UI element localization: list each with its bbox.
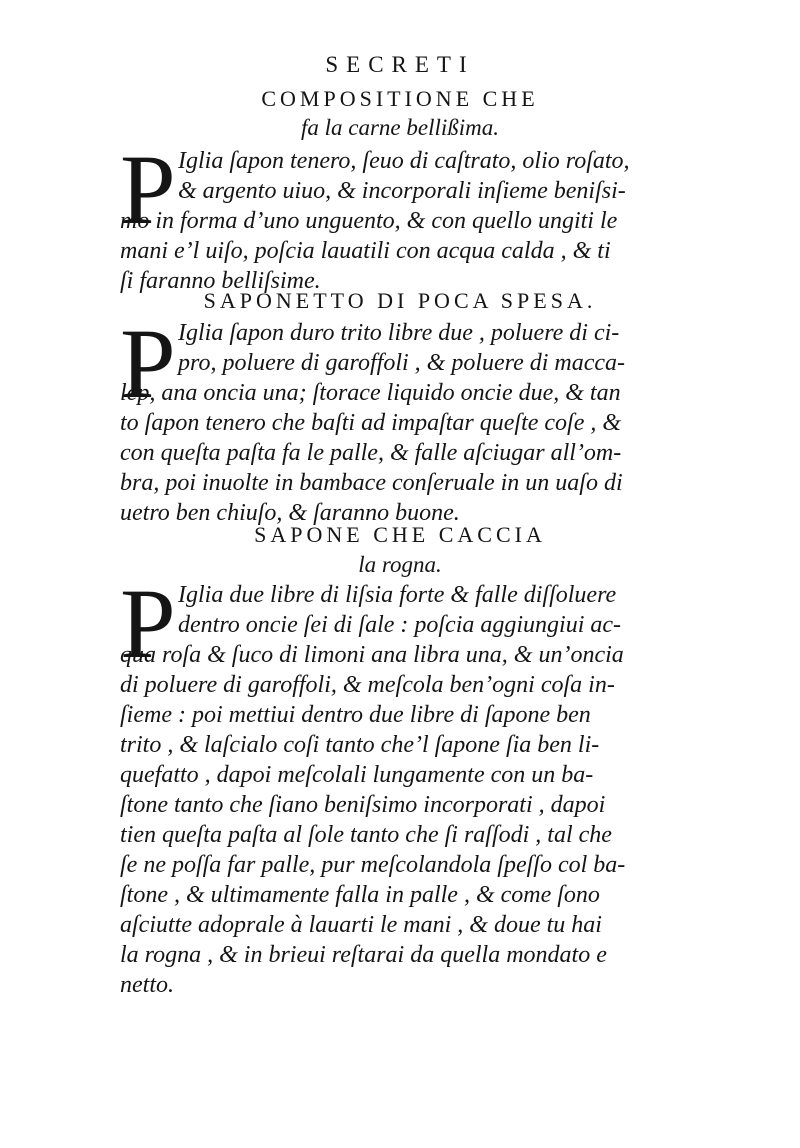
section-heading: SAPONETTO DI POCA SPESA. [203, 288, 597, 313]
text-line: tien queſta paſta al ſole tanto che ſi raſſodi , tal che [120, 822, 612, 848]
drop-cap: P [120, 134, 176, 245]
text-line: ſe ne poſſa far palle, pur meſcolandola ſpeſſo col ba- [120, 852, 626, 878]
text-line: quefatto , dapoi meſcolali lungamente con un ba- [120, 762, 594, 788]
text-line: dentro oncie ſei di ſale : poſcia aggiungiui ac- [178, 612, 622, 638]
text-line: mo in forma d’uno unguento, & con quello ungiti le [120, 208, 618, 234]
running-head: SECRETI [325, 52, 475, 77]
text-line: trito , & laſcialo coſi tanto che’l ſapone ſia ben li- [120, 732, 600, 758]
text-line: ſieme : poi mettiui dentro due libre di ſapone ben [120, 702, 591, 728]
text-line: aſciutte adoprale à lauarti le mani , & doue tu hai [120, 912, 602, 938]
text-line: Iglia due libre di liſsia forte & falle diſſoluere [178, 582, 617, 608]
text-line: di poluere di garoffoli, & meſcola ben’ogni coſa in- [120, 672, 615, 698]
text-line: Iglia ſapon duro trito libre due , poluere di ci- [178, 320, 620, 346]
text-line: mani e’l uiſo, poſcia lauatili con acqua calda , & ti [120, 238, 611, 264]
text-line: uetro ben chiuſo, & ſaranno buone. [120, 500, 460, 526]
text-line: pro, poluere di garoffoli , & poluere di macca- [178, 350, 626, 376]
text-line: to ſapon tenero che baſti ad impaſtar queſte coſe , & [120, 410, 622, 436]
text-line: netto. [120, 972, 174, 998]
text-line: ſtone tanto che ſiano beniſsimo incorporati , dapoi [120, 792, 606, 818]
text-line: bra, poi inuolte in bambace conſeruale in un uaſo di [120, 470, 623, 496]
drop-cap: P [120, 568, 176, 679]
text-line: ſtone , & ultimamente falla in palle , & come ſono [120, 882, 600, 908]
drop-cap: P [120, 308, 176, 419]
text-line: Iglia ſapon tenero, ſeuo di caſtrato, olio roſato, [178, 148, 630, 174]
text-line: qua roſa & ſuco di limoni ana libra una, & un’oncia [120, 642, 624, 668]
section-subheading: la rogna. [358, 552, 442, 577]
text-line: con queſta paſta fa le palle, & falle aſciugar all’om- [120, 440, 622, 466]
text-line: ſi faranno belliſsime. [120, 268, 321, 294]
text-line: & argento uiuo, & incorporali inſieme beniſsi- [178, 178, 626, 204]
section-heading: SAPONE CHE CACCIA [254, 522, 546, 547]
text-line: la rogna , & in brieui reſtarai da quella mondato e [120, 942, 607, 968]
section-heading: COMPOSITIONE CHE [261, 86, 539, 111]
section-subheading: fa la carne bellißima. [300, 115, 500, 140]
text-line: lep, ana oncia una; ſtorace liquido oncie due, & tan [120, 380, 621, 406]
